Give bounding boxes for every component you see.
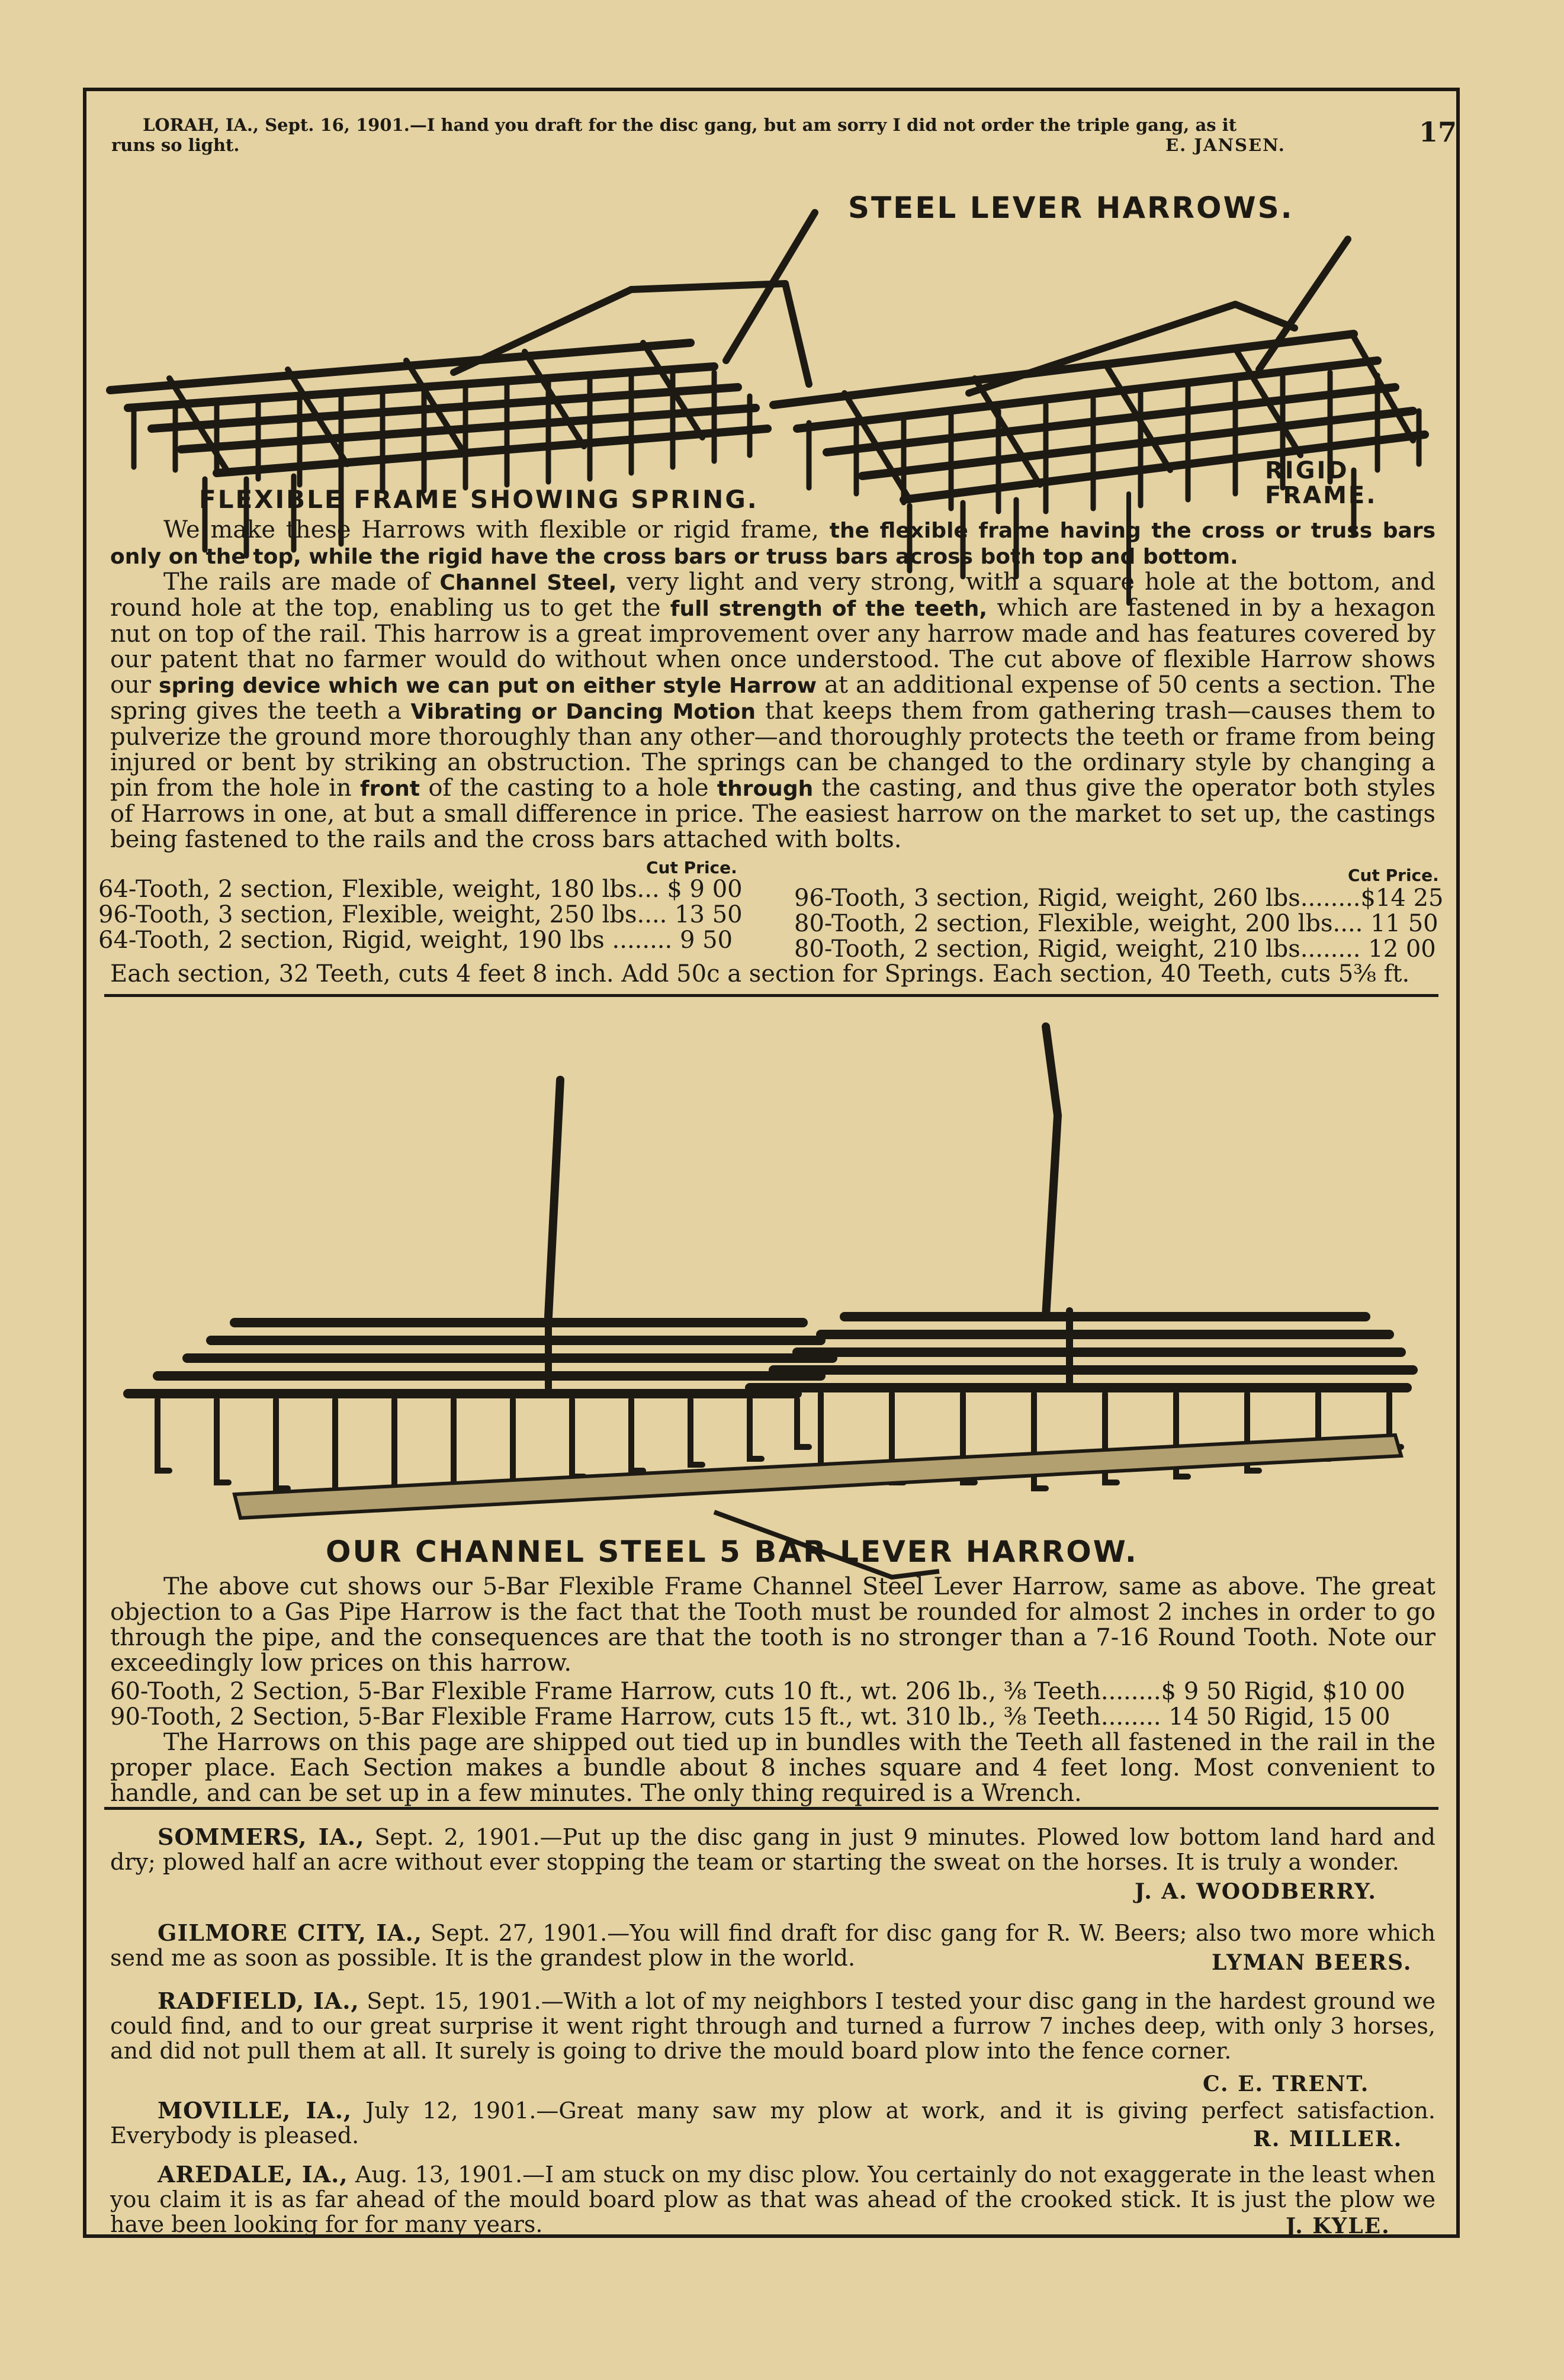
header-signature: E. JANSEN.	[1165, 135, 1286, 155]
price-row-right-1: 96-Tooth, 3 section, Rigid, weight, 260 lbs........$14 25	[794, 885, 1444, 912]
header-letter-cont: runs so light.	[111, 135, 240, 155]
testimonial-3: RADFIELD, IA., Sept. 15, 1901.—With a lot of my neighbors I tested your disc gang in the hardest ground we could find, and to our great surprise it went right through and turned a furrow 7 inches deep, with only 3 horses, and did not pull them at all. It surely is going to drive the mould board plow into the fence corner.	[110, 1987, 1435, 2064]
testimonials-divider	[104, 1807, 1438, 1810]
price-row-right-2: 80-Tooth, 2 section, Flexible, weight, 200 lbs.... 11 50	[794, 910, 1438, 937]
five-bar-price-2: 90-Tooth, 2 Section, 5-Bar Flexible Frame Harrow, cuts 15 ft., wt. 310 lb., ⅜ Teeth........ 14 50 Rigid, 15 00	[110, 1703, 1390, 1731]
catalog-page	[83, 88, 1460, 2238]
price-row-left-3: 64-Tooth, 2 section, Rigid, weight, 190 lbs ........ 9 50	[98, 927, 733, 954]
description-paragraph-1: We make these Harrows with flexible or rigid frame, the flexible frame having the cross or truss bars only on the top, while the rigid have the cross bars or truss bars across both top and bottom.	[110, 516, 1435, 569]
caption-frame: FRAME.	[1265, 482, 1377, 509]
testimonial-4-signer: R. MILLER.	[1253, 2127, 1403, 2151]
testimonial-3-signer: C. E. TRENT.	[1203, 2072, 1370, 2096]
price-row-left-1: 64-Tooth, 2 section, Flexible, weight, 180 lbs... $ 9 00	[98, 876, 743, 903]
testimonial-1: SOMMERS, IA., Sept. 2, 1901.—Put up the disc gang in just 9 minutes. Plowed low bottom land hard and dry; plowed half an acre without ever stopping the team or starting the sweat on the horses. It is truly a wonder.	[110, 1823, 1435, 1875]
header-letter: LORAH, IA., Sept. 16, 1901.—I hand you draft for the disc gang, but am sorry I did not order the triple gang, as it	[143, 115, 1237, 135]
testimonial-1-signer: J. A. WOODBERRY.	[1135, 1879, 1377, 1904]
price-row-left-2: 96-Tooth, 3 section, Flexible, weight, 250 lbs.... 13 50	[98, 901, 743, 928]
steel-lever-title: STEEL LEVER HARROWS.	[848, 191, 1294, 225]
testimonial-5-signer: J. KYLE.	[1286, 2214, 1390, 2239]
cut-price-label-right: Cut Price.	[1348, 866, 1439, 885]
cut-price-label-left: Cut Price.	[646, 858, 737, 877]
five-bar-harrow-illustration	[122, 1021, 1425, 1613]
testimonial-2-signer: LYMAN BEERS.	[1212, 1950, 1412, 1975]
shipping-note: The Harrows on this page are shipped out tied up in bundles with the Teeth all fastened in the rail in the proper place. Each Section makes a bundle about 8 inches square and 4 feet long. Most convenient to handle, and can be set up in a few minutes. The only thing required is a Wrench.	[110, 1729, 1435, 1807]
page-number: 17	[1419, 116, 1457, 148]
price-row-right-3: 80-Tooth, 2 section, Rigid, weight, 210 lbs........ 12 00	[794, 935, 1436, 963]
caption-rigid: RIGID	[1265, 457, 1349, 484]
testimonial-5: AREDALE, IA., Aug. 13, 1901.—I am stuck on my disc plow. You certainly do not exaggerate in the least when you claim it is as far ahead of the mould board plow as that was ahead of the crooked stick. It is just the plow we have been looking for for many years.	[110, 2161, 1435, 2237]
section-divider	[104, 994, 1438, 997]
steel-lever-description	[110, 517, 1435, 853]
five-bar-price-1: 60-Tooth, 2 Section, 5-Bar Flexible Frame Harrow, cuts 10 ft., wt. 206 lb., ⅜ Teeth........$ 9 50 Rigid, $10 00	[110, 1678, 1405, 1705]
caption-flexible-frame: FLEXIBLE FRAME SHOWING SPRING.	[199, 485, 759, 514]
testimonial-2: GILMORE CITY, IA., Sept. 27, 1901.—You will find draft for disc gang for R. W. Beers; also two more which send me as soon as possible. It is the grandest plow in the world.	[110, 1919, 1435, 1971]
testimonial-4: MOVILLE, IA., July 12, 1901.—Great many saw my plow at work, and it is giving perfect satisfaction. Everybody is pleased.	[110, 2097, 1435, 2149]
section-footnote: Each section, 32 Teeth, cuts 4 feet 8 inch. Add 50c a section for Springs. Each section, 40 Teeth, cuts 5⅜ ft.	[110, 960, 1410, 988]
five-bar-title: OUR CHANNEL STEEL 5 BAR LEVER HARROW.	[326, 1535, 1138, 1569]
five-bar-description: The above cut shows our 5-Bar Flexible Frame Channel Steel Lever Harrow, same as above. The great objection to a Gas Pipe Harrow is the fact that the Tooth must be rounded for almost 2 inches in order to go through the pipe, and the consequences are that the tooth is no stronger than a 7-16 Round Tooth. Note our exceedingly low prices on this harrow.	[110, 1573, 1435, 1677]
description-paragraph-2: The rails are made of Channel Steel, very light and very strong, with a square hole at the bottom, and round hole at the top, enabling us to get the full strength of the teeth, which are fastened in by a hexagon nut on top of the rail. This harrow is a great improvement over any harrow made and has features covered by our patent that no farmer would do without when once understood. The cut above of flexible Harrow shows our spring device which we can put on either style Harrow at an additional expense of 50 cents a section. The spring gives the teeth a Vibrating or Dancing Motion that keeps them from gathering trash—causes them to pulverize the ground more thoroughly than any other—and thoroughly protects the teeth or frame from being injured or bent by striking an obstruction. The springs can be changed to the ordinary style by changing a pin from the hole in front of the casting to a hole through the casting, and thus give the operator both styles of Harrows in one, at but a small difference in price. The easiest harrow on the market to set up, the castings being fastened to the rails and the cross bars attached with bolts.	[110, 568, 1436, 853]
